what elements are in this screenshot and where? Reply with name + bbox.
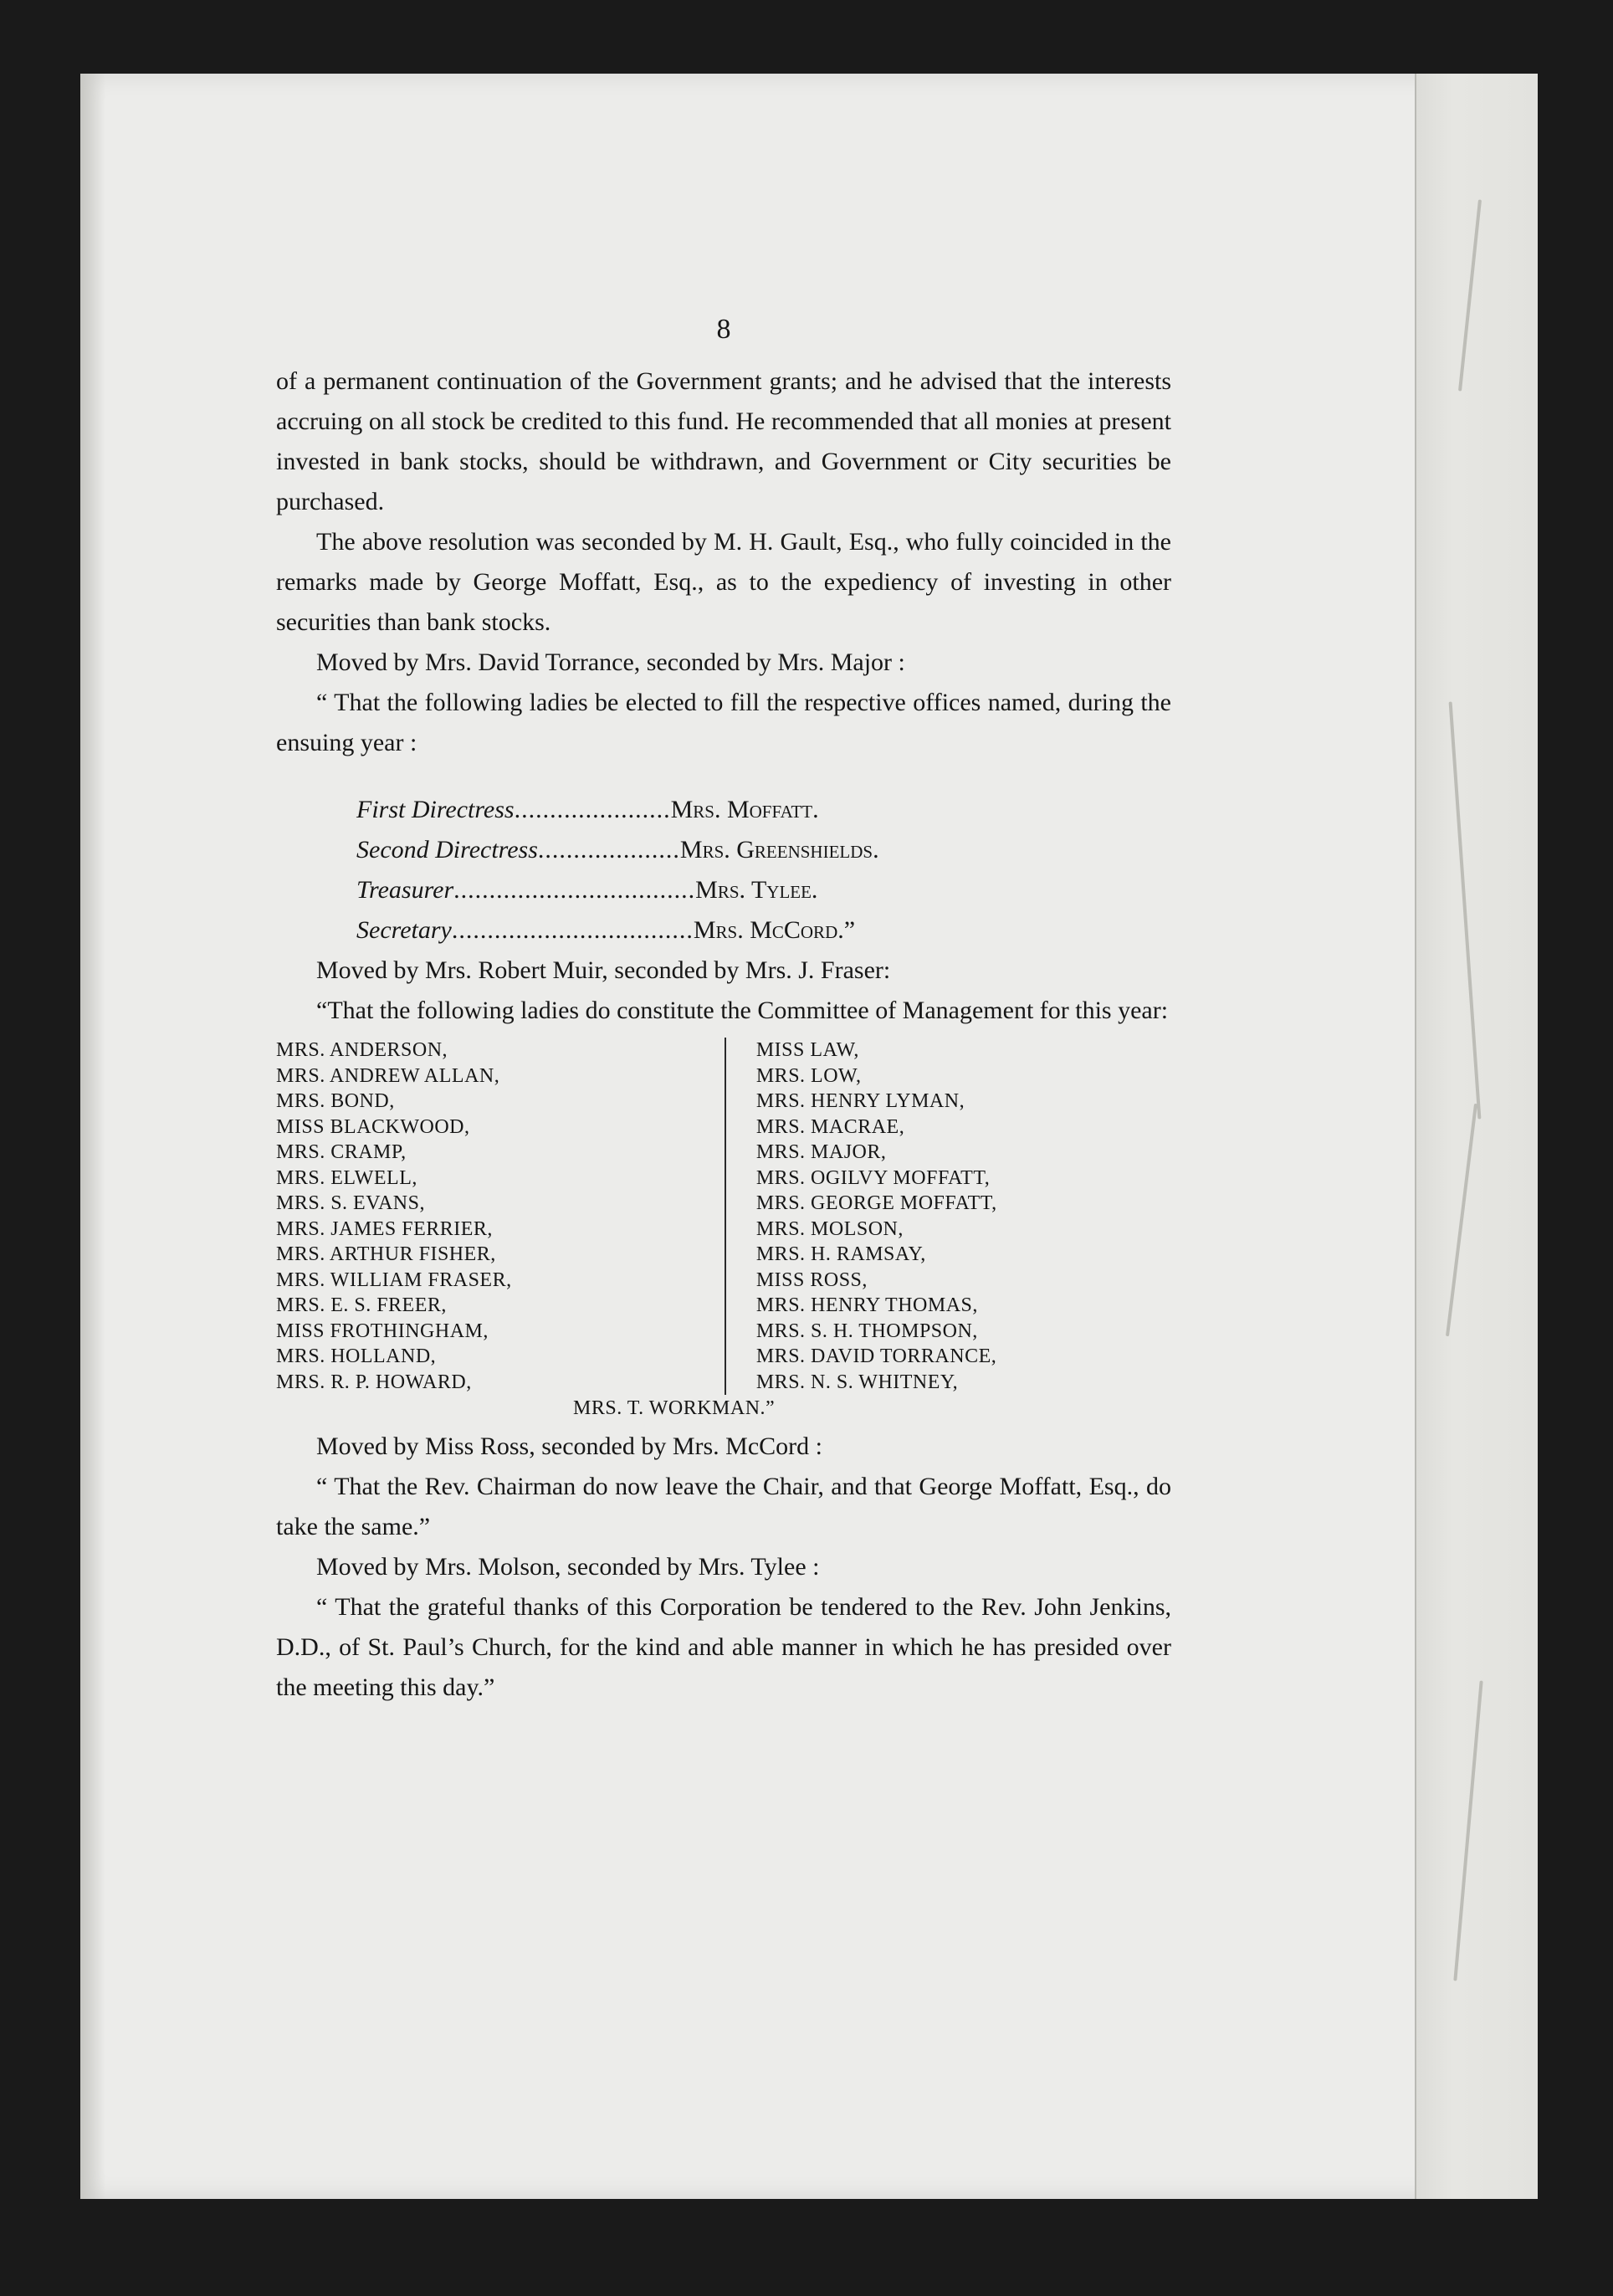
officer-title: Treasurer [356, 876, 454, 904]
committee-member: MRS. ANDREW ALLAN, [276, 1064, 500, 1087]
committee-member: MRS. E. S. FREER, [276, 1294, 447, 1316]
scan-border [0, 2199, 1613, 2296]
dot-leader: ...................... [514, 796, 671, 823]
committee-member: MRS. MOLSON, [755, 1217, 904, 1240]
committee-member: MRS. R. P. HOWARD, [276, 1371, 472, 1393]
binding-thread [1458, 199, 1482, 391]
paragraph: “ That the following ladies be elected to fill the respective offices named, during the ensuing year : [276, 689, 1171, 756]
committee-member: MRS. DAVID TORRANCE, [755, 1345, 997, 1367]
committee-member: MISS BLACKWOOD, [276, 1115, 470, 1138]
officer-name: Mrs. McCord.” [693, 916, 856, 944]
binding-thread [1449, 701, 1482, 1119]
officer-row [356, 830, 1171, 870]
officer-title: Second Directress [356, 836, 538, 864]
committee-member: MRS. LOW, [755, 1064, 862, 1087]
committee-member: MISS LAW, [755, 1039, 859, 1061]
committee-member: MRS. HENRY THOMAS, [755, 1294, 978, 1316]
committee-member: MRS. ARTHUR FISHER, [276, 1243, 496, 1265]
paragraph: “ That the grateful thanks of this Corporation be tendered to the Rev. John Jenkins, D.D., of St. Paul’s Church, for the kind and able manner in which he has presided over the meeting this day.” [276, 1593, 1171, 1701]
officer-row [356, 870, 1171, 910]
officer-name: Mrs. Moffatt. [670, 796, 819, 823]
officers-list [356, 790, 1171, 951]
committee-member: MRS. HENRY LYMAN, [755, 1090, 965, 1112]
officer-row [356, 910, 1171, 951]
officer-row [356, 790, 1171, 830]
committee-list [276, 1038, 1171, 1395]
committee-member: MRS. OGILVY MOFFATT, [755, 1166, 991, 1189]
dot-leader: .................................. [453, 876, 696, 904]
committee-member: MRS. JAMES FERRIER, [276, 1217, 493, 1240]
committee-member: MRS. H. RAMSAY, [755, 1243, 926, 1265]
dot-leader: .................... [537, 836, 680, 864]
page-content [276, 310, 1171, 1708]
binding-thread [1453, 1681, 1482, 1981]
committee-member: MRS. ANDERSON, [276, 1039, 448, 1061]
paragraph: Moved by Mrs. Molson, seconded by Mrs. Tylee : [316, 1553, 820, 1581]
paragraph: Moved by Mrs. David Torrance, seconded by Mrs. Major : [316, 648, 905, 676]
committee-member: MRS. CRAMP, [276, 1141, 407, 1163]
binding-thread [1446, 1104, 1477, 1336]
page-number: 8 [716, 314, 731, 345]
committee-member: MISS FROTHINGHAM, [276, 1320, 489, 1342]
officer-name: Mrs. Greenshields. [679, 836, 879, 864]
committee-member: MRS. BOND, [276, 1090, 395, 1112]
committee-member: MRS. S. EVANS, [276, 1192, 425, 1214]
committee-member: MRS. WILLIAM FRASER, [276, 1268, 512, 1291]
committee-member: MRS. ELWELL, [276, 1166, 417, 1189]
book-gutter [1415, 74, 1538, 2199]
committee-column-left [276, 1038, 725, 1395]
committee-last-member: MRS. T. WORKMAN.” [573, 1397, 776, 1419]
officer-name: Mrs. Tylee. [695, 876, 818, 904]
committee-member: MRS. HOLLAND, [276, 1345, 437, 1367]
committee-member: MRS. GEORGE MOFFATT, [755, 1192, 997, 1214]
paragraph: Moved by Mrs. Robert Muir, seconded by Mrs. J. Fraser: [316, 956, 891, 984]
paragraph: Moved by Miss Ross, seconded by Mrs. McCord : [316, 1432, 822, 1460]
paragraph: of a permanent continuation of the Government grants; and he advised that the interests accruing on all stock be credited to this fund. He recommended that all monies at present invested in bank stocks, should be withdrawn, and Government or City securities be purchased. [276, 367, 1171, 515]
paragraph: “That the following ladies do constitute the Committee of Management for this year: [316, 997, 1169, 1024]
dot-leader: .................................. [451, 916, 694, 944]
officer-title: Secretary [356, 916, 452, 944]
paragraph: “ That the Rev. Chairman do now leave the Chair, and that George Moffatt, Esq., do take the same.” [276, 1473, 1171, 1540]
committee-member: MISS ROSS, [755, 1268, 868, 1291]
page-edge-shadow [80, 74, 105, 2199]
officer-title: First Directress [356, 796, 515, 823]
committee-member: MRS. S. H. THOMPSON, [755, 1320, 978, 1342]
committee-member: MRS. MACRAE, [755, 1115, 905, 1138]
committee-member: MRS. N. S. WHITNEY, [755, 1371, 959, 1393]
committee-member: MRS. MAJOR, [755, 1141, 887, 1163]
paragraph: The above resolution was seconded by M. H. Gault, Esq., who fully coincided in the remarks made by George Moffatt, Esq., as to the expediency of investing in other securities than bank stocks. [276, 528, 1171, 636]
committee-column-right [725, 1038, 1171, 1395]
